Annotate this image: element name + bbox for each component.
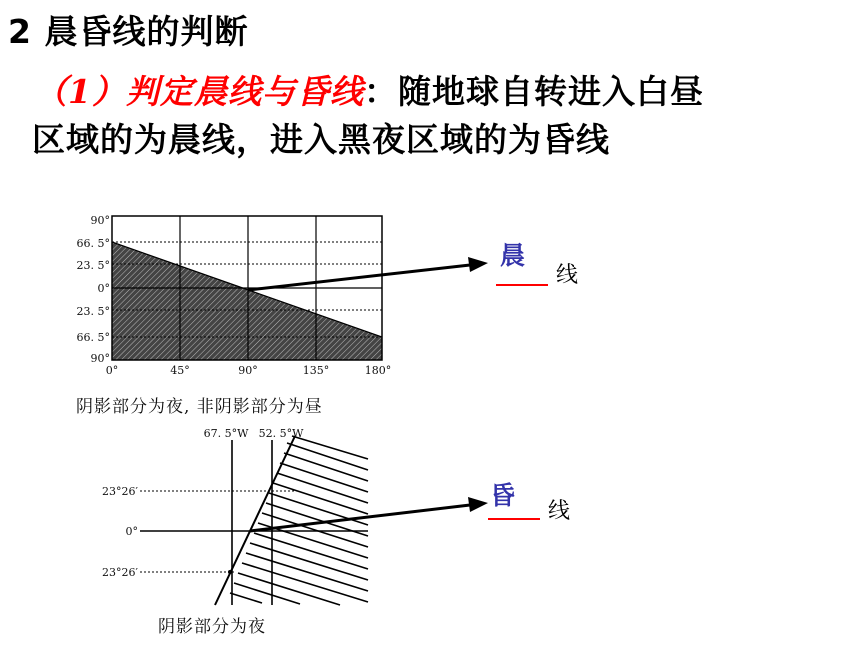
answer-dusk-word: 昏: [490, 481, 516, 510]
answer-dawn-line: [500, 236, 590, 296]
figure2-y-label: 0°: [125, 525, 138, 538]
answer-dawn-word: 晨: [500, 241, 526, 270]
figure2-top-label: 67. 5°W: [203, 427, 249, 440]
figure1-caption: 阴影部分为夜, 非阴影部分为昼: [76, 397, 323, 417]
arrow-to-dawn-line: [248, 257, 488, 290]
definition-colon: ：: [363, 72, 398, 111]
answer-dusk-line: [490, 476, 580, 536]
definition-text-line2: 区域的为晨线，进入黑夜区域的为昏线: [32, 120, 610, 159]
y-tick: 0°: [97, 282, 110, 295]
y-tick: 23. 5°: [76, 305, 110, 318]
answer-blank-underline: [488, 518, 540, 520]
y-tick: 90°: [90, 352, 110, 365]
figure2-y-label: 23°26′: [102, 485, 138, 498]
y-tick: 66. 5°: [76, 237, 110, 250]
figure2-y-label: 23°26′: [102, 566, 138, 579]
figure1-chart: [77, 214, 392, 377]
y-tick: 66. 5°: [76, 331, 110, 344]
figure2-caption: 阴影部分为夜: [158, 617, 266, 637]
section-heading: 2 晨昏线的判断: [8, 12, 249, 51]
arrow-to-dusk-line: [250, 497, 488, 531]
answer-dawn-suffix: 线: [556, 263, 579, 288]
y-tick: 90°: [90, 214, 110, 227]
figure1-x-axis-labels: [106, 364, 392, 377]
definition-emphasis: （1）判定晨线与昏线: [34, 72, 364, 111]
answer-blank-underline: [496, 284, 548, 286]
figure2-chart: [102, 427, 368, 605]
answer-dusk-suffix: 线: [548, 499, 571, 524]
definition-text-line1: 随地球自转进入白昼: [397, 72, 704, 111]
figure1-night-area: [112, 242, 382, 360]
figure1-y-axis-labels: [77, 214, 111, 365]
figure2-top-label: 52. 5°W: [258, 427, 304, 440]
x-tick: 90°: [238, 364, 258, 377]
y-tick: 23. 5°: [76, 259, 110, 272]
x-tick: 135°: [302, 364, 330, 377]
x-tick: 180°: [364, 364, 392, 377]
x-tick: 0°: [105, 364, 119, 377]
x-tick: 45°: [170, 364, 190, 377]
